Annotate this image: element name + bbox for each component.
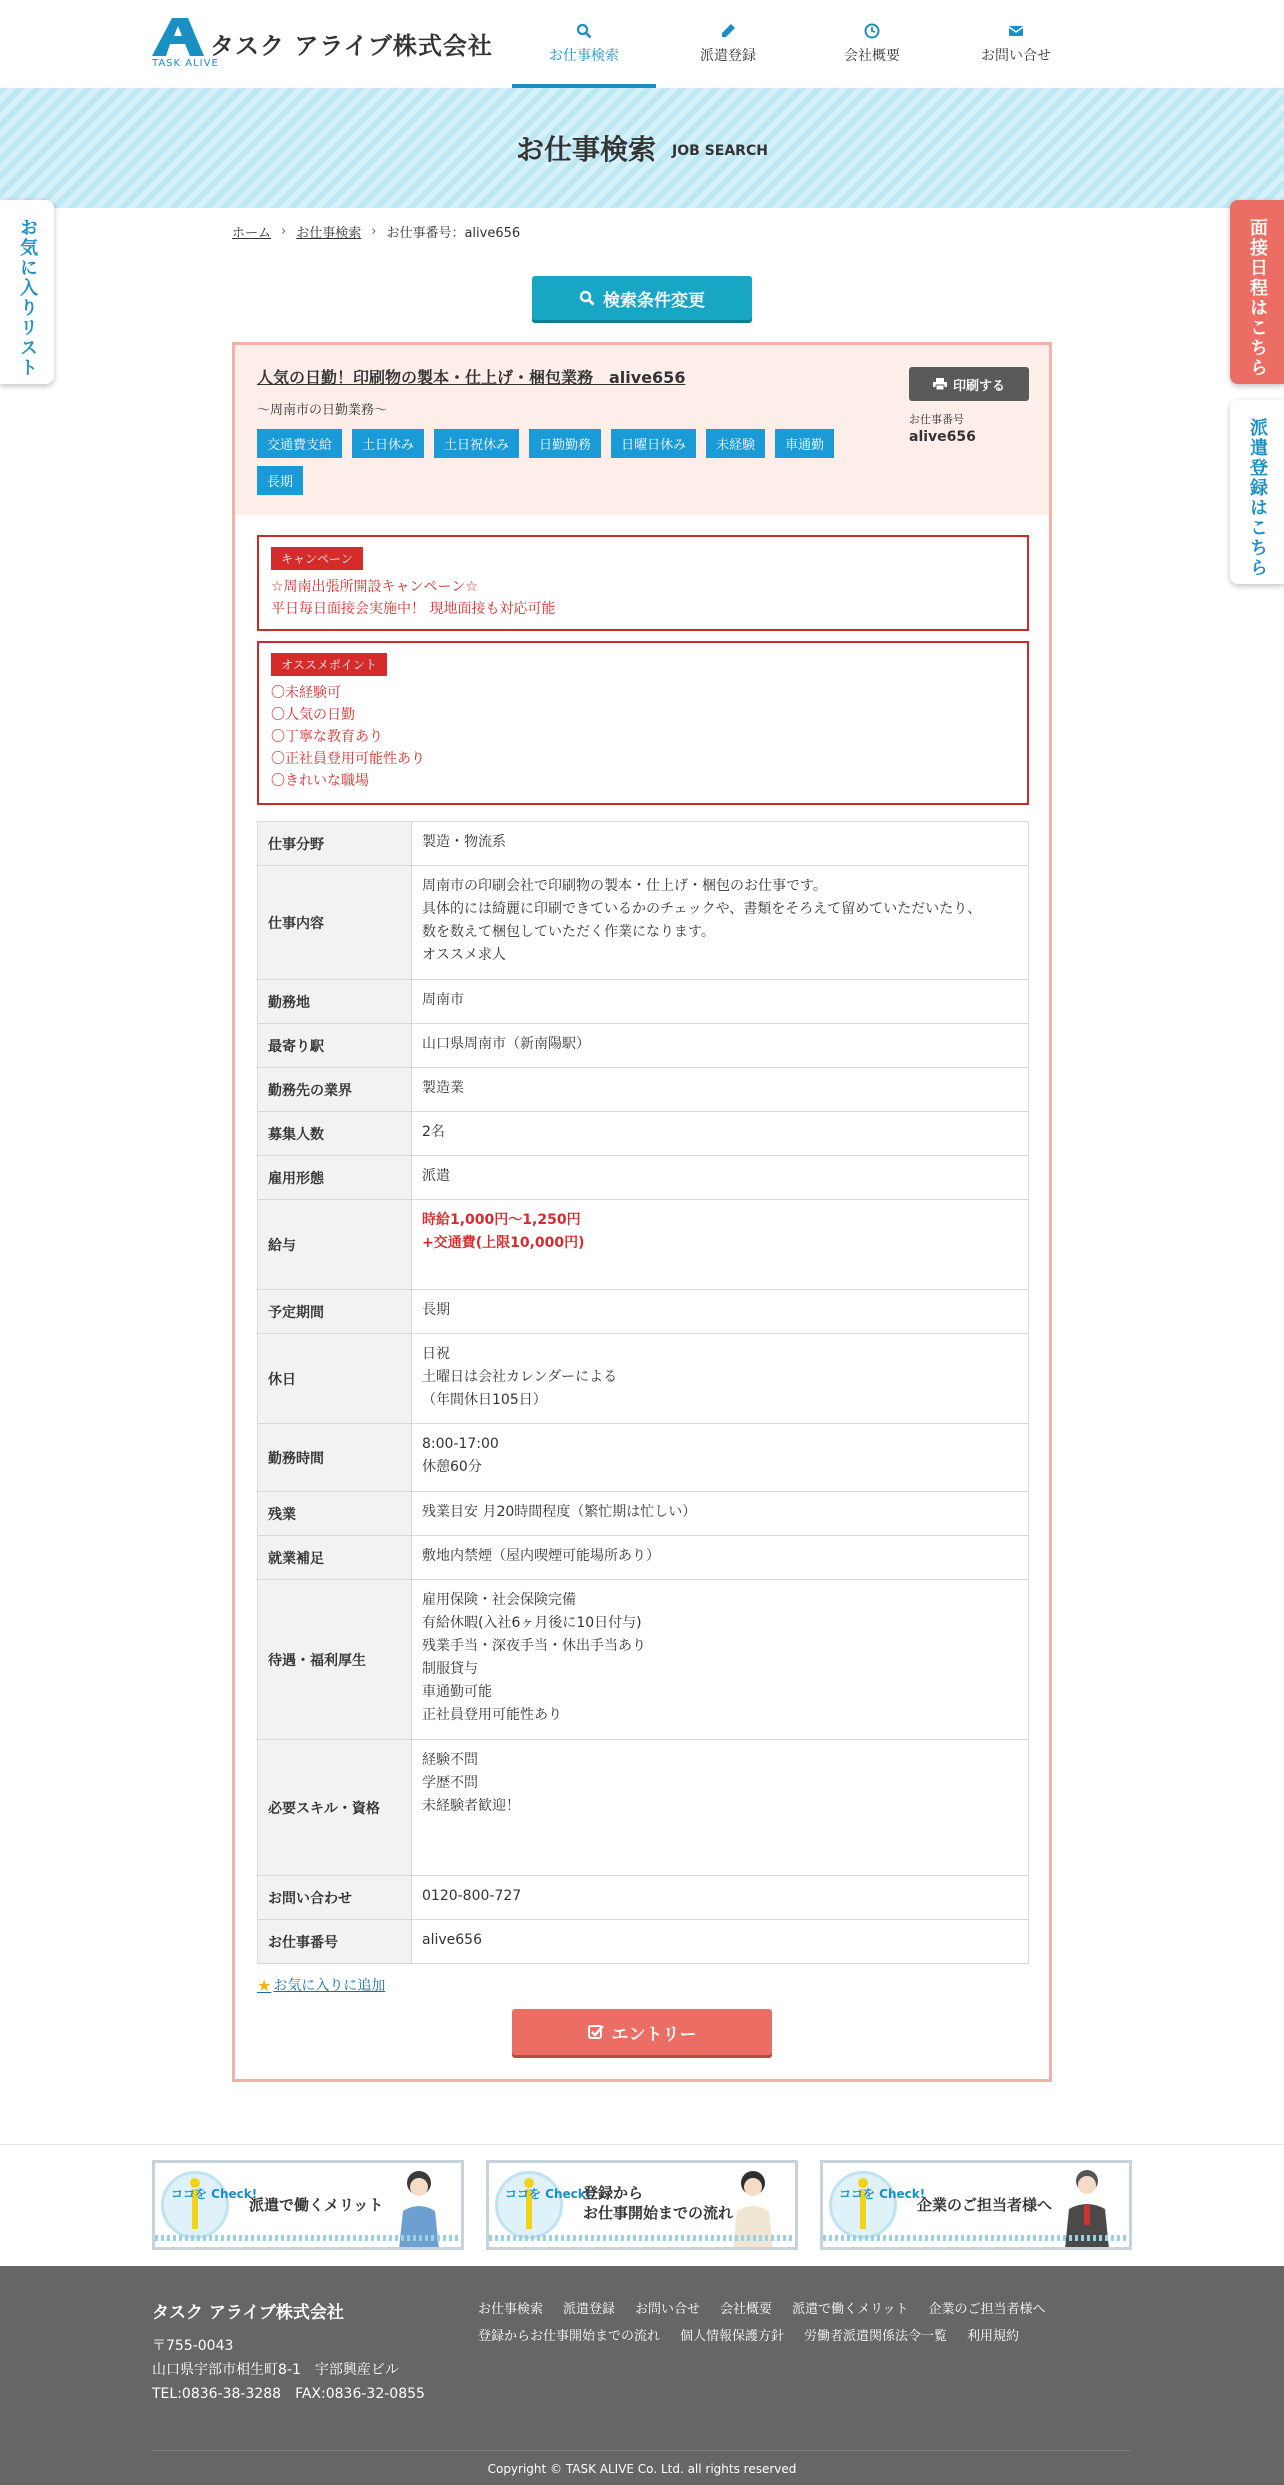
lightbulb-icon: [523, 2177, 535, 2229]
banner-text: お仕事開始までの流れ: [583, 2204, 734, 2222]
row-header: 勤務時間: [258, 1424, 412, 1492]
footer-link[interactable]: 企業のご担当者様へ: [928, 2302, 1046, 2317]
registration-tab[interactable]: [1230, 400, 1284, 584]
campaign-line: 平日毎日面接会実施中！ 現地面接も対応可能: [271, 601, 556, 617]
logo-text: タスク アライブ株式会社: [210, 32, 493, 60]
row-value: [412, 1580, 1029, 1740]
footer-link[interactable]: 個人情報保護方針: [680, 2329, 785, 2344]
row-value: [412, 1876, 1029, 1920]
job-title[interactable]: 人気の日勤！印刷物の製本・仕上げ・梱包業務 alive656: [257, 368, 686, 387]
value-line: 山口県周南市（新南陽駅）: [422, 1036, 590, 1052]
recommend-label: オススメポイント: [271, 653, 387, 676]
table-row: [258, 1492, 1029, 1536]
value-line: 正社員登用可能性あり: [422, 1707, 562, 1723]
pencil-icon: [720, 23, 736, 39]
check-label: ココを Check!: [171, 2187, 258, 2201]
favorites-list-label: お気に入りリスト: [17, 218, 38, 378]
banner-merits[interactable]: [152, 2160, 464, 2250]
table-row: [258, 1200, 1029, 1290]
value-line: 学歴不問: [422, 1775, 478, 1791]
value-line: オススメ求人: [422, 947, 506, 963]
row-value: [412, 1156, 1029, 1200]
job-tag: 土日休み: [352, 429, 424, 458]
recommend-line: 〇正社員登用可能性あり: [271, 751, 425, 767]
row-value: [412, 1334, 1029, 1424]
value-line: 周南市: [422, 992, 464, 1008]
value-line: 長期: [422, 1302, 450, 1318]
value-line: 具体的には綺麗に印刷できているかのチェックや、書類をそろえて留めていただいたり、: [422, 901, 982, 917]
print-label: 印刷する: [952, 378, 1005, 394]
site-logo[interactable]: [152, 18, 493, 69]
table-row: [258, 1580, 1029, 1740]
nav-registration[interactable]: [656, 0, 800, 88]
search-icon: [576, 23, 592, 39]
job-number-label: お仕事番号: [909, 413, 964, 426]
nav-label: お仕事検索: [549, 48, 619, 64]
job-tag: 車通勤: [775, 429, 834, 458]
banner-stripe: [489, 2235, 795, 2241]
nav-company[interactable]: [800, 0, 944, 88]
breadcrumb-search[interactable]: お仕事検索: [296, 226, 362, 241]
print-button[interactable]: [909, 367, 1029, 401]
footer-divider: [152, 2450, 1132, 2451]
nav-label: 派遣登録: [700, 48, 756, 64]
footer-link[interactable]: お仕事検索: [478, 2302, 544, 2317]
table-row: [258, 866, 1029, 980]
add-favorite-label: お気に入りに追加: [273, 1978, 386, 1994]
value-line: 2名: [422, 1124, 445, 1140]
value-line: 未経験者歓迎！: [422, 1798, 520, 1814]
printer-icon: [933, 378, 947, 390]
footer-link[interactable]: 登録からお仕事開始までの流れ: [478, 2329, 661, 2344]
row-header: お問い合わせ: [258, 1876, 412, 1920]
main-nav: [512, 0, 1088, 88]
value-line: 派遣: [422, 1168, 450, 1184]
page-subtitle: JOB SEARCH: [672, 143, 768, 159]
table-row: [258, 1876, 1029, 1920]
interview-schedule-label: 面接日程はこちら: [1247, 218, 1268, 378]
interview-schedule-tab[interactable]: [1230, 200, 1284, 384]
value-line: alive656: [422, 1932, 482, 1948]
job-card-header: [235, 345, 1049, 515]
divider: [0, 2144, 1284, 2145]
nav-contact[interactable]: [944, 0, 1088, 88]
copyright: Copyright © TASK ALIVE Co. Ltd. all rights reserved: [487, 2462, 797, 2476]
row-header: 募集人数: [258, 1112, 412, 1156]
entry-label: エントリー: [611, 2024, 697, 2045]
site-header: [0, 0, 1284, 88]
row-value: [412, 1068, 1029, 1112]
footer-address: [152, 2334, 425, 2406]
favorites-list-tab[interactable]: [0, 200, 54, 384]
row-header: 最寄り駅: [258, 1024, 412, 1068]
table-row: [258, 1920, 1029, 1964]
value-line: 残業目安 月20時間程度（繁忙期は忙しい）: [422, 1504, 697, 1520]
row-header: 勤務先の業界: [258, 1068, 412, 1112]
row-value: [412, 1424, 1029, 1492]
row-value: [412, 866, 1029, 980]
value-line: 周南市の印刷会社で印刷物の製本・仕上げ・梱包のお仕事です。: [422, 878, 827, 894]
checkbox-icon: [588, 2024, 604, 2040]
job-tag: 土日祝休み: [434, 429, 519, 458]
campaign-label: キャンペーン: [271, 547, 363, 570]
recommend-box: [257, 641, 1029, 805]
breadcrumb-current: お仕事番号：alive656: [386, 226, 521, 241]
registration-label: 派遣登録はこちら: [1247, 418, 1268, 578]
table-row: [258, 1334, 1029, 1424]
footer-link[interactable]: 会社概要: [720, 2302, 773, 2317]
campaign-line: ☆周南出張所開設キャンペーン☆: [271, 579, 478, 595]
job-tag: 日勤勤務: [529, 429, 601, 458]
entry-button[interactable]: [512, 2009, 772, 2055]
chevron-right-icon: ›: [371, 224, 377, 239]
value-line: 制服貸与: [422, 1661, 478, 1677]
salary-line: +交通費(上限10,000円): [422, 1235, 585, 1251]
job-detail-card: [232, 342, 1052, 2082]
value-line: 敷地内禁煙（屋内喫煙可能場所あり）: [422, 1548, 660, 1564]
footer-link[interactable]: お問い合せ: [635, 2302, 701, 2317]
campaign-box: [257, 535, 1029, 631]
row-value: [412, 1290, 1029, 1334]
value-line: 有給休暇(入社6ヶ月後に10日付与): [422, 1615, 642, 1631]
star-icon: ★: [257, 1975, 272, 1995]
row-value: [412, 1200, 1029, 1290]
breadcrumb: [232, 222, 520, 241]
check-label: ココを Check!: [839, 2187, 926, 2201]
job-tag: 日曜日休み: [611, 429, 696, 458]
job-tag: 長期: [257, 466, 303, 495]
site-footer: [0, 2266, 1284, 2485]
value-line: （年間休日105日）: [422, 1392, 547, 1408]
row-header: 勤務地: [258, 980, 412, 1024]
clock-icon: [864, 23, 880, 39]
row-header: 待遇・福利厚生: [258, 1580, 412, 1740]
phone-number[interactable]: 0120-800-727: [422, 1888, 522, 1904]
lightbulb-icon: [857, 2177, 869, 2229]
table-row: [258, 1290, 1029, 1334]
value-line: 数を数えて梱包していただく作業になります。: [422, 924, 715, 940]
table-row: [258, 1536, 1029, 1580]
logo-sub: TASK ALIVE: [152, 58, 219, 69]
footer-link[interactable]: 派遣で働くメリット: [792, 2302, 909, 2317]
value-line: 土曜日は会社カレンダーによる: [422, 1369, 618, 1385]
table-row: [258, 1068, 1029, 1112]
address-line: 〒755-0043: [152, 2338, 234, 2354]
page-title-band: [0, 88, 1284, 208]
row-header: 就業補足: [258, 1536, 412, 1580]
job-tags: [257, 429, 877, 495]
address-line: 山口県宇部市相生町8-1 宇部興産ビル: [152, 2362, 399, 2378]
table-row: [258, 822, 1029, 866]
value-line: 休憩60分: [422, 1459, 482, 1475]
value-line: 残業手当・深夜手当・休出手当あり: [422, 1638, 646, 1654]
row-value: [412, 1536, 1029, 1580]
row-value: [412, 980, 1029, 1024]
salary-line: 時給1,000円～1,250円: [422, 1212, 581, 1228]
value-line: 車通勤可能: [422, 1684, 492, 1700]
value-line: 雇用保険・社会保険完備: [422, 1592, 576, 1608]
footer-link[interactable]: 派遣登録: [563, 2302, 616, 2317]
row-header: 休日: [258, 1334, 412, 1424]
row-value: [412, 1920, 1029, 1964]
footer-link[interactable]: 利用規約: [967, 2329, 1020, 2344]
footer-links: [478, 2298, 1098, 2344]
banner-companies[interactable]: [820, 2160, 1132, 2250]
table-row: [258, 1156, 1029, 1200]
banner-text: 企業のご担当者様へ: [917, 2196, 1053, 2214]
table-row: [258, 980, 1029, 1024]
change-search-label: 検索条件変更: [603, 290, 705, 311]
row-value: [412, 1740, 1029, 1876]
banner-flow[interactable]: [486, 2160, 798, 2250]
nav-label: お問い合せ: [981, 48, 1051, 64]
banner-stripe: [823, 2235, 1129, 2241]
check-label: ココを Check!: [505, 2187, 592, 2201]
search-icon: [579, 290, 595, 306]
table-row: [258, 1740, 1029, 1876]
recommend-line: 〇きれいな職場: [271, 773, 369, 789]
job-number: alive656: [909, 429, 976, 445]
recommend-line: 〇未経験可: [271, 685, 341, 701]
table-row: [258, 1112, 1029, 1156]
row-value: [412, 1024, 1029, 1068]
row-value: [412, 1112, 1029, 1156]
add-favorite-link[interactable]: [257, 1975, 385, 1995]
value-line: 製造・物流系: [422, 834, 506, 850]
job-tag: 交通費支給: [257, 429, 342, 458]
mail-icon: [1008, 23, 1024, 39]
job-info-table: [257, 821, 1029, 1964]
banner-text: 派遣で働くメリット: [249, 2196, 384, 2214]
row-header: 仕事分野: [258, 822, 412, 866]
nav-label: 会社概要: [844, 48, 900, 64]
row-header: お仕事番号: [258, 1920, 412, 1964]
row-header: 仕事内容: [258, 866, 412, 980]
footer-company: タスク アライブ株式会社: [152, 2303, 344, 2323]
row-header: 残業: [258, 1492, 412, 1536]
recommend-line: 〇人気の日勤: [271, 707, 355, 723]
lightbulb-icon: [189, 2177, 201, 2229]
nav-job-search[interactable]: [512, 0, 656, 88]
row-value: [412, 1492, 1029, 1536]
footer-link[interactable]: 労働者派遣関係法令一覧: [804, 2329, 948, 2344]
value-line: 8:00-17:00: [422, 1436, 499, 1452]
row-header: 給与: [258, 1200, 412, 1290]
job-subtitle: ～周南市の日勤業務～: [257, 403, 388, 418]
value-line: 日祝: [422, 1346, 450, 1362]
banner-row: [152, 2160, 1132, 2250]
row-header: 必要スキル・資格: [258, 1740, 412, 1876]
change-search-button[interactable]: [532, 276, 752, 320]
table-row: [258, 1024, 1029, 1068]
value-line: 経験不問: [422, 1752, 478, 1768]
breadcrumb-home[interactable]: ホーム: [232, 226, 272, 241]
job-tag: 未経験: [706, 429, 765, 458]
row-header: 雇用形態: [258, 1156, 412, 1200]
row-header: 予定期間: [258, 1290, 412, 1334]
row-value: [412, 822, 1029, 866]
recommend-line: 〇丁寧な教育あり: [271, 729, 383, 745]
value-line: 製造業: [422, 1080, 464, 1096]
table-row: [258, 1424, 1029, 1492]
chevron-right-icon: ›: [281, 224, 287, 239]
banner-stripe: [155, 2235, 461, 2241]
page-title: お仕事検索: [516, 133, 657, 166]
banner-text: 登録から: [583, 2184, 644, 2202]
address-line: TEL:0836-38-3288 FAX:0836-32-0855: [152, 2386, 425, 2402]
